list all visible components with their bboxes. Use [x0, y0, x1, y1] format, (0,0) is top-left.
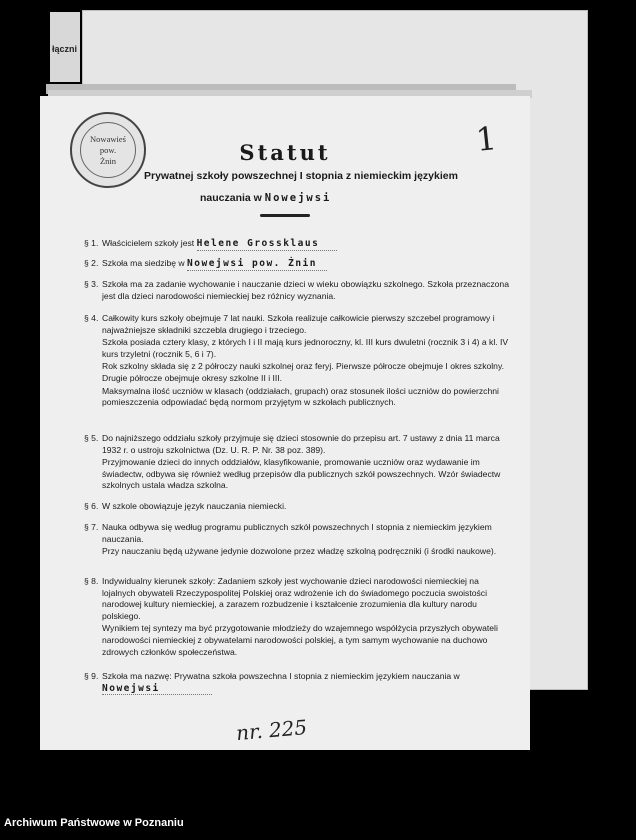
section-number: § 1. — [84, 238, 99, 248]
section-paragraph: Całkowity kurs szkoły obejmuje 7 lat nauki. Szkoła realizuje całkowicie pierwszy szczebel programowy i najważniejsze składniki szczebla drugiego i trzeciego. — [102, 313, 495, 335]
section-number: § 8. — [84, 576, 99, 586]
section-3 — [84, 279, 512, 302]
title-rule — [260, 214, 310, 217]
subtitle-place-name: Nowejwsi — [264, 192, 332, 204]
section-8 — [84, 576, 512, 658]
section-paragraph: Indywidualny kierunek szkoły: Zadaniem szkoły jest wychowanie dzieci narodowości niemieckiej na lojalnych obywateli Rzeczypospolitej Polskiej oraz wdrożenie ich do świadomego poczucia swoistości narodowej kultury niemieckiej, a zarazem rozbudzenie i kształcenie zrozumienia dla kultury narodu polskiego. — [102, 576, 487, 621]
section-paragraph: Szkoła posiada cztery klasy, z których I i II mają kurs jednoroczny, kl. III kurs dwuletni (rocznik 3 i 4) a kl. IV kurs trzyletni (rocznik 5, 6 i 7). — [102, 337, 509, 359]
section-paragraph: W szkole obowiązuje język nauczania niemiecki. — [102, 501, 287, 511]
section-number: § 5. — [84, 433, 99, 443]
stamp-line: pow. — [99, 145, 117, 155]
document-subtitle-place — [200, 192, 331, 204]
handwritten-page-number: 1 — [474, 119, 499, 159]
section-text: Szkoła ma nazwę: Prywatna szkoła powszechna I stopnia z niemieckim językiem nauczania w — [102, 671, 460, 681]
section-paragraph: Rok szkolny składa się z 2 półroczy nauki szkolnej oraz feryj. Pierwsze półrocze obejmuje I okres szkolny. Drugie półrocze obejmuje okresy szkolne II i III. — [102, 361, 505, 383]
section-9 — [84, 671, 512, 695]
section-paragraph: Przy nauczaniu będą używane jedynie dozwolone przez władzę szkolną podręczniki (i środki naukowe). — [102, 546, 497, 557]
section-number: § 7. — [84, 522, 99, 532]
stamp-line: Żnin — [99, 156, 117, 166]
section-5 — [84, 433, 512, 492]
section-paragraph: Maksymalna ilość uczniów w klasach (oddziałach, grupach) oraz stosunek ilości uczniów do powierzchni pomieszczenia odpowiadać będą normom przyjętym w szkołach publicznych. — [102, 385, 499, 408]
section-6 — [84, 501, 512, 513]
section-1 — [84, 238, 512, 251]
section-number: § 6. — [84, 501, 99, 511]
section-paragraph: Do najniższego oddziału szkoły przyjmuje się dzieci stosownie do przepisu art. 7 ustawy z dnia 11 marca 1932 r. o ustroju szkolnictwa (Dz. U. R. P. Nr. 38 poz. 389). — [102, 433, 500, 455]
section-number: § 2. — [84, 258, 99, 268]
subtitle-prefix: nauczania w — [200, 192, 262, 204]
section-7 — [84, 522, 512, 558]
section-number: § 9. — [84, 671, 99, 681]
section-paragraph: Wynikiem tej syntezy ma być przygotowanie młodzieży do wzajemnego współżycia przyszłych obywateli narodowości niemieckiej z obywatelami narodowości polskiej, a tym samym wychowanie na duchowo zdrowych członków społeczeństwa. — [102, 623, 498, 657]
document-title: Statut — [239, 140, 331, 165]
archive-caption: Archiwum Państwowe w Poznaniu — [4, 817, 184, 829]
document-page — [40, 96, 530, 750]
owner-name-field: Helene Grossklaus — [197, 238, 337, 251]
section-2 — [84, 258, 512, 271]
left-paper-strip — [50, 12, 80, 82]
section-text: Szkoła ma siedzibę w — [102, 258, 185, 268]
section-paragraph: Szkoła ma za zadanie wychowanie i nauczanie dzieci w wieku obowiązku szkolnego. Szkoła przeznaczona jest dla dzieci narodowości niemieckiej bez różnicy wyznania. — [102, 279, 509, 301]
stamp-line: Nowawieś — [90, 134, 126, 144]
back-sheet-edge-text: łączni — [52, 44, 78, 54]
section-paragraph: Przyjmowanie dzieci do innych oddziałów, klasyfikowanie, promowanie uczniów oraz wydawanie im świadectw, odbywa się również według przepisów dla publicznych szkół powszechnych. Wzór świadectw szkolnych ustala władza szkolna. — [102, 457, 501, 491]
section-4 — [84, 313, 512, 409]
document-subtitle: Prywatnej szkoły powszechnej I stopnia z niemieckim językiem — [144, 170, 458, 182]
section-paragraph: Nauka odbywa się według programu publicznych szkół powszechnych I stopnia z niemieckim językiem nauczania. — [102, 522, 492, 544]
seat-field: Nowejwsi pow. Żnin — [187, 258, 327, 271]
handwritten-reference-number: nr. 225 — [235, 714, 309, 746]
section-number: § 4. — [84, 313, 99, 323]
section-text: Właścicielem szkoły jest — [102, 238, 195, 248]
school-name-field: Nowejwsi — [102, 683, 212, 696]
section-number: § 3. — [84, 279, 99, 289]
